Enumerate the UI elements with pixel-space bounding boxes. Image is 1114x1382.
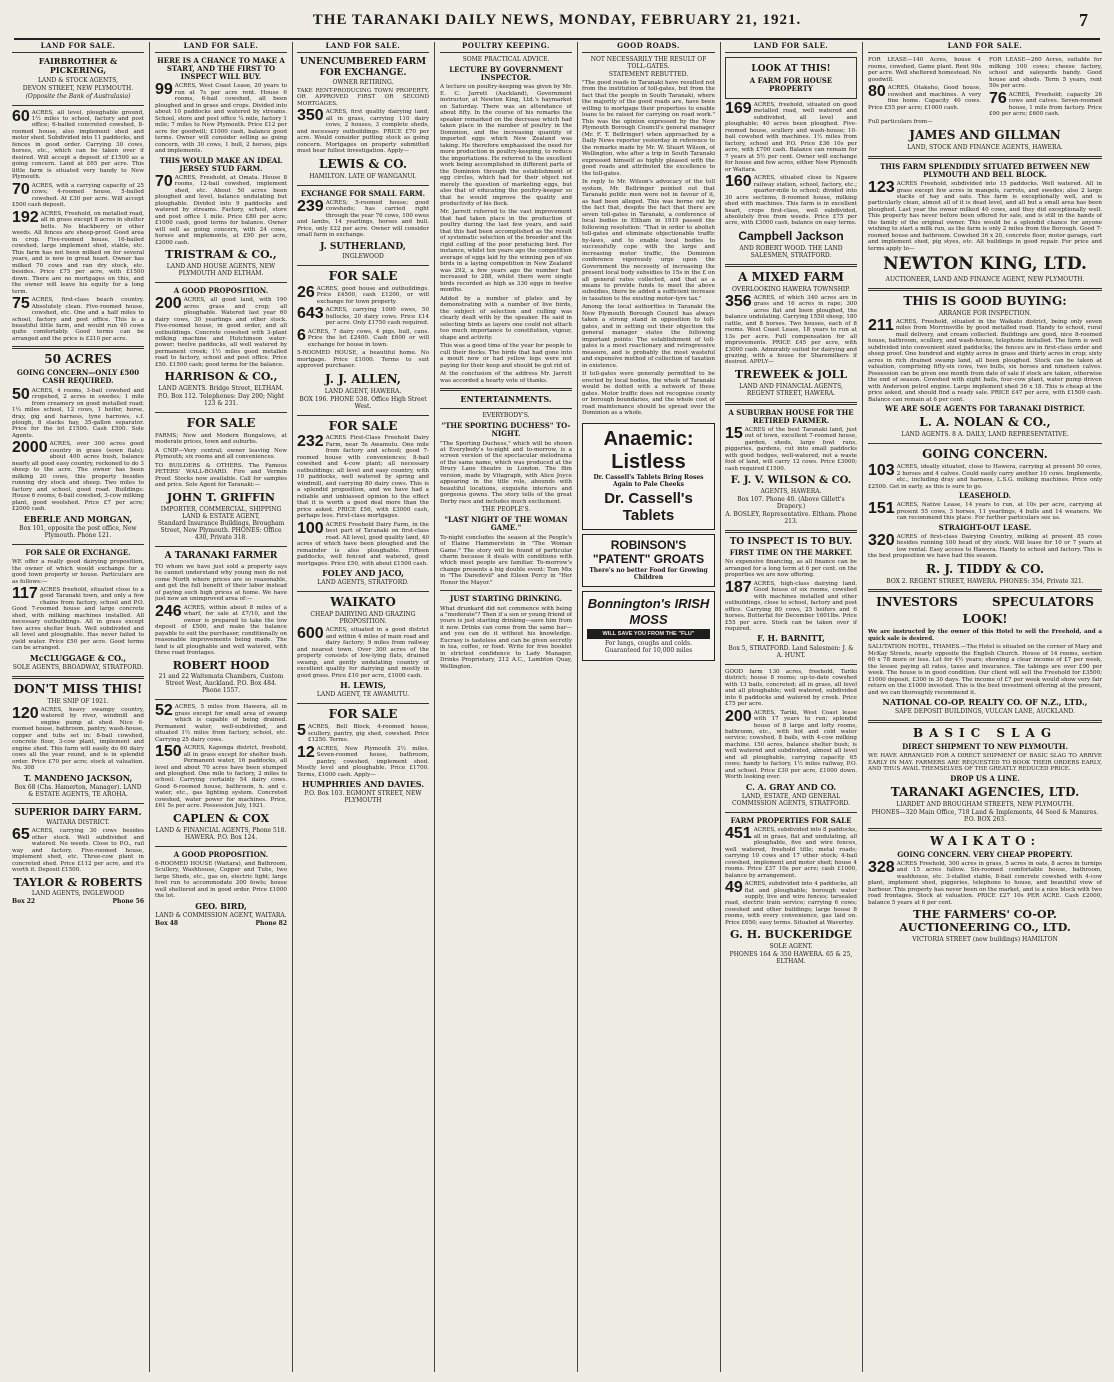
divider (155, 282, 287, 283)
agent-name: NEWTON KING, LTD. (883, 254, 1087, 275)
paragraph: SALUTATION HOTEL, THAMES.—The Hotel is situated on the corner of Mary and McKay Streets, nearly opposite the English Church. House of 14 rooms, section 60 x 78 more or less. Let for 4½ years; showing a clear income of £7 per week, the lessee paying all rates, taxes and insurance. The takings are over £90 per week. The house is in good condition. Our client will sell the Freehold for £3500; £1000 deposit, £300 in 30 days. The income of £7 per week would show very fair return on the £1000 invested. This is the best investment offering at the present, and we can thoroughly recommend it. (868, 644, 1102, 696)
listing: 160 ACRES, situated close to Ngaere railway station, school, factory, etc.; quarter-mile to school; divided into 30 acre sections, 8-roomed house, milking shed with machines. This farm is in excellent heart, crops first-class, well subdivided, absolutely free from weeds. Price £75 per acre, with £3000 cash, balance on easy terms. (725, 173, 857, 227)
subheading: LEASEHOLD. (959, 491, 1011, 500)
agent-name: TAYLOR & ROBERTS (13, 875, 143, 889)
agent-subtitle: LAND AND HOUSE AGENTS, NEW PLYMOUTH AND ELTHAM. (166, 263, 276, 278)
agent-name: TRISTRAM & CO., (165, 248, 277, 262)
column-2 (155, 42, 287, 1372)
agent-name: FAIRBROTHER & PICKERING, (38, 56, 118, 76)
divider (155, 699, 287, 700)
paragraph: 5-ROOMED HOUSE, a beautiful home. No mortgage. Price £1000. Terms to suit approved purchaser. (297, 350, 429, 370)
divider (440, 388, 572, 391)
agent-subtitle: LAND & FINANCIAL AGENTS, Phone 518. HAWERA. P.O. Box 124. (155, 826, 287, 841)
divider (297, 591, 429, 592)
listing: 70 ACRES, with a carrying capacity of 25 cows; 4-roomed house, 5-bailed cowshed. At £30 per acre. Will accept £500 cash deposit. (12, 180, 144, 209)
paragraph: A lecture on poultry-keeping was given by Mr. E. C. Jarrett (Auckland), Government instructor, at Newton King, Ltd.'s haymarket on Saturday. There was an attendance of about fifty. In the course of his remarks the speaker remarked on the decrease which had taken place in the number of poultry in the Dominion, and the increasing quantity of imported eggs which New Zealand was taking. He therefore emphasised the need for more production in poultry-keeping, to reduce the importations. He referred to the excellent work being accomplished in different parts of the Dominion through the establishment of egg circles, which had for their object not merely the question of marketing eggs, but also that of educating the poultry-keeper so that he would improve the quality and productivity of his flock. (440, 84, 572, 207)
subheading: ARRANGE FOR INSPECTION. (938, 309, 1032, 317)
subheading: GOING CONCERN—ONLY £500 CASH REQUIRED. (16, 368, 140, 386)
subheading: CHEAP DAIRYING AND GRAZING PROPOSITION. (310, 611, 416, 626)
agent-subtitle: LAND & COMMISSION AGENT, WAITARA. (155, 911, 287, 919)
agent-subtitle: BOX 2. REGENT STREET, HAWERA. PHONES: 354, Private 321. (886, 577, 1084, 585)
divider (868, 443, 1102, 444)
column-header: LAND FOR SALE. (868, 42, 1102, 53)
listing: 151 ACRES, Native Lease, 14 years to run, at 10s per acre, carrying at present 55 cows, 3 horses, 11 yearlings, 4 bulls and 14 weaners. We can recommend this place. For further particulars see us. (868, 500, 1102, 522)
divider (12, 105, 144, 106)
headline: THIS FARM SPLENDIDLY SITUATED BETWEEN NEW PLYMOUTH AND BELL BLOCK. (880, 161, 1090, 179)
advert-brand: Dr. Cassell's Tablets (604, 489, 693, 525)
column-1 (12, 42, 144, 1372)
listing: 49 ACRES, subdivided into 4 paddocks, all flat and ploughable; borough water supply, live and wire fences; tarsealed road, electric train service; carrying 6 cows; cowshed and other buildings; large house 8 rooms, with every convenience, gas laid on. Price £650; easy terms. Situated at Waverley. (725, 879, 857, 926)
column-divider (292, 42, 293, 1372)
paragraph: TAKE RENT-PRODUCING TOWN PROPERTY, OR APPROVED FIRST OR SECOND MORTGAGES. (297, 87, 429, 107)
listing: 52 ACRES, 5 miles from Hawera, all in grass except for small area of swamp which is capable of being drained. Permanent water, well-subdivided, and situated 1½ miles from factory, school, etc. Carrying 25 dairy cows. (155, 702, 287, 743)
divider (440, 408, 572, 409)
agent-address: DEVON STREET, NEW PLYMOUTH. (22, 84, 134, 92)
agent-subtitle: LAND AGENTS, STRATFORD. (317, 579, 409, 587)
headline: LOOK! (962, 612, 1008, 627)
headline: INVESTORS SPECULATORS (876, 595, 1094, 610)
subheading: THE PEOPLE'S. (481, 506, 531, 514)
divider (12, 544, 144, 545)
agent-name: T. MANDENO JACKSON, (23, 772, 133, 783)
agent-name: EBERLE AND MORGAN, (23, 513, 133, 524)
listing: 192 ACRES, Freehold, on metalled road, all in grass except 8 acres in shelter belts. No blackberry or other weeds. All fences are sheep-proof. Good area in crop. Five-roomed house, 16-bailed cowshed, large implement shed, stable, etc. This farm has not been milked on for several years, and is now in great heart. Owner has milked 70 cows and ran dry stock, etc. besides. Price £75 per acre, with £1500 down. There are no mortgages on this, and the owner will leave his equity for a long term. (12, 208, 144, 295)
headline: A GOOD PROPOSITION. (173, 285, 269, 295)
column-header: POULTRY KEEPING. (440, 42, 572, 53)
column-divider (149, 42, 150, 1372)
headline: FOR SALE (328, 707, 398, 722)
subheading: A FARM FOR HOUSE PROPERTY (749, 75, 833, 93)
headline: WAIKATO: (929, 833, 1041, 848)
listing: 76 ACRES, Freehold; capacity 26 cows and calves. Seven-roomed house, 1 mile from factory. Price £90 per acre; £600 cash. (989, 89, 1102, 117)
masthead-rule (14, 38, 1100, 40)
subheading: WE ARE SOLE AGENTS FOR TARANAKI DISTRICT. (885, 404, 1085, 414)
agent-name: NATIONAL CO-OP. REALTY CO. OF N.Z., LTD., (882, 697, 1088, 708)
column-header: LAND FOR SALE. (297, 42, 429, 53)
paragraph: At the conclusion of the address Mr. Jarrett was accorded a hearty vote of thanks. (440, 371, 572, 384)
listing: 232 ACRES First-Class Freehold Dairy Farm, near Te Awamutu. One mile from factory and school; good 7-roomed house with conveniences; 8-bail cowshed and 4-cow plant; all necessary outbuildings; all level and easy country, with 10 paddocks, well watered by spring and windmill, and carrying 80 dairy cows. This is a splendid proposition, and we have had a reliable and unbiassed opinion to the effect that it is worth a good deal more than the price asked. PRICE £56, with £3000 cash, perhaps less. First-class mortgages. (297, 433, 429, 520)
listing: 600 ACRES, situated in a good district and within 4 miles of main road and dairy factory; 9 miles from railway and nearest town. Over 300 acres of the property consists of low-lying flats, drained swamp, and gently undulating country of excellent quality for dairying and mostly in good grass. Price £10 per acre, £1000 cash. (297, 625, 429, 679)
paragraph: What drunkard did not commence with being a "moderate"? Then if a son or young friend of yours is just starting drinking—save him from it now. Drinks can come from the same bar—and you can do it without his knowledge. Eucrasy is tasteless and can be given secretly in tea, coffee, or food. Write for free booklet in strictest confidence to Lady Manager, Drinks Proprietary, 212 A.C., Lambton Quay, Wellington. (440, 605, 572, 670)
subheading: OWNER RETIRING. (332, 78, 394, 86)
subheading: FIRST TIME ON THE MARKET. (729, 548, 853, 558)
agent-name: J. J. ALLEN, (325, 371, 401, 386)
listing: 200 ACRES, all good land, with 190 acres grass and crop; all ploughable. Watered last year 60 dairy cows, 30 yearlings and other stock. Five-roomed house, in good order, and all outbuildings. Concrete cowshed with 3-plant milking machine and Hutchinson water-power; twelve paddocks, all well watered by permanent creek; 1½ miles good metalled road to factory, school and post office. Price £50. £1500 cash; good terms for the balance. (155, 295, 287, 368)
headline: SUPERIOR DAIRY FARM. (14, 807, 142, 818)
paragraph: Added by a number of plates and by demonstrating with a number of live birds, the subject of selection and culling was clearly dealt with by the speaker. He said in selecting birds as layers one could not attach too much importance to constitution, vigour, shape and activity. (440, 295, 572, 341)
paragraph: We are instructed by the owner of this Hotel to sell the Freehold, and a quick sale is desired. (868, 629, 1102, 642)
paragraph: To-night concludes the season at the People's of Elaine Hammerstein in "The Woman Game." The story will be found of particular charm because it deals with conditions with which most people are familiar. To-morrow's change presents a big double event: Tom Mix in "The Daredevil" and Eileen Percy in "Her Honor the Mayor." (440, 534, 572, 586)
column-divider (434, 42, 435, 1372)
agent-subtitle: LAND AGENT, TE AWAMUTU. (316, 691, 410, 699)
paragraph: WE offer a really good dairying proposition, the owner of which would exchange for a good town property or house. Particulars are as follows:— (12, 559, 144, 585)
column-5 (582, 42, 715, 1372)
listing: 150 ACRES, Kaponga district, freehold, all in grass except for shelter bush. Permanent water, 16 paddocks, all level and about 70 acres have been stumped and ploughed. One mile to factory, 2 miles to school. Carrying certainly 54 dairy cows. Good 6-roomed house, bathroom, h. and c. water, etc., gas lighting system. Concreted cowshed, water power for machines. Price, £61 5s per acre. Possession July, 1921. (155, 743, 287, 810)
listing: 211 ACRES, Freehold, situated in the Waikato district, being only seven miles from Morrinsville by good metalled road. Handy to school, rural mail delivery, and cream collected. Buildings are good, nice 8-roomed house, bathroom, scullery, and wash-house, telephone installed. The farm is well subdivided into convenient sized paddocks; the fences are in first-class order and sheep proof. One hundred and eighty acres in grass and thirty acres in crop; sixty acres in rich drained swamp land, all been ploughed. Stock can be taken at valuation, comprising fifty-six cows, two bulls, six horses and nineteen calves. Possession can be given one month from date of sale if stock are taken, otherwise the end of season. Cowshed with eight bails, four-cow plant, water pump driven with Anderson petrol engine. Large implement shed 36 x 18. This is cheap at the price asked, and should find a ready sale. PRICE £47 per acre, with £1500 cash. Balance can remain at 6 per cent. (868, 316, 1102, 403)
divider (868, 720, 1102, 723)
agent-subtitle: LAND AGENTS. Bridge Street, ELTHAM. (158, 385, 284, 393)
paragraph: A CNIP—Very central; owner leaving New Plymouth; six rooms and all conveniences. (155, 447, 287, 461)
advert-brand: Bonnington's IRISH MOSS (587, 596, 710, 627)
agent-subtitle: LAND AGENT, HAWERA. (324, 387, 402, 395)
subheading: THIS WOULD MAKE AN IDEAL JERSEY STUD FARM. (159, 155, 283, 173)
listing: 187 ACRES, high-class dairying land. Good house of six rooms, cowshed with machines installed and other outbuildings, close to school, factory and post office. Carrying 80 cows, 25 heifers and 6 horses. Butterfat for December 1601lbs. Price £55 per acre. Stock can be taken over if required. (725, 578, 857, 632)
listing: 26 ACRES, good house and outbuildings. Price £4500, cash £1200, or will exchange for town property. (297, 283, 429, 305)
agent-subtitle: SAFE DEPOSIT BUILDINGS, VULCAN LANE, AUCKLAND. (895, 708, 1075, 716)
column-divider (862, 42, 863, 1372)
listing: 350 ACRES, first quality dairying land, all in grass, carrying 110 dairy cows, 2 houses, 3 complete sheds, and necessary outbuildings. PRICE £70 per acre. Would consider putting stock as going concern. Mortgages on property submitted must bear fullest investigation. Apply— (297, 107, 429, 155)
headline: LECTURE BY GOVERNMENT INSPECTOR. (449, 65, 563, 83)
page-number: 7 (1079, 10, 1088, 30)
agent-name: G. H. BUCKERIDGE (730, 928, 852, 942)
divider (155, 412, 287, 413)
agent-name: TARANAKI AGENCIES, LTD. (890, 784, 1080, 799)
agent-subtitle: P.O. Box 103. EGMONT STREET, NEW PLYMOUTH (304, 790, 422, 805)
agent-subtitle: LIARDET AND BROUGHAM STREETS, NEW PLYMOUTH. (896, 800, 1074, 808)
headline: 50 ACRES (44, 352, 112, 367)
paragraph: This was a good time of the year for people to cull their flocks. The birds that had gone into a moult now or had yellow legs were not paying for their keep and should be got rid of. (440, 343, 572, 369)
headline: FOR SALE (328, 418, 398, 433)
agent-contact: PHONES—320 Main Office, 718 Land & Implements, 44 Seed & Manures. P.O. BOX 263. (871, 808, 1099, 823)
subheading: SOME PRACTICAL ADVICE. (462, 56, 550, 64)
divider (12, 676, 144, 679)
agent-name: C. A. GRAY AND CO. (745, 781, 837, 792)
headline: WAIKATO (330, 595, 396, 610)
agent-name: F. J. V. WILSON & CO. (730, 475, 852, 487)
column-header: GOOD ROADS. (582, 42, 715, 53)
agent-name: R. J. TIDDY & CO. (925, 561, 1045, 576)
paragraph: In reply to Mr. Wilson's advocacy of the toll system, Mr. Bellringer pointed out that Taranaki public men were not in favour of it, as had been alleged. This was borne out by the fact that, despite the fact that there are seven toll-gates in Taranaki, a conference of local bodies in Eltham in 1919 passed the following resolution: "That in order to abolish toll-gates and eliminate objectionable traffic by-laws, and to enable local bodies to successfully cope with the large and increasing motor traffic, the Dominion conference vigorously urge upon the Government the necessity of increasing the present local body subsidies to 15s in the £ on all general rates collected, and that as a means to provide funds to meet the above subsidies, there be added a sufficient increase in taxation to the existing motor-tyre tax." (582, 179, 715, 302)
agent-name: CAPLEN & COX (172, 811, 269, 825)
paragraph: "The good roads in Taranaki have resulted not from the institution of toll-gates, but from the fact that the people in South Taranaki, where the majority of the good roads are, have been willing to mortgage their properties to enable loans to be raised for carrying on road work." This was the opinion expressed by the New Plymouth Borough Council's general manager (Mr. F. T. Bellringer) when approached by a Daily News reporter yesterday in reference to the remarks made by Mr. W. Stuart Wilson, of Wellington, who after a trip in South Taranaki expressed himself as highly pleased with the good roads and attributed the excellence to the toll-gates. (582, 79, 715, 177)
headline: JUST STARTING DRINKING. (450, 594, 562, 604)
agent-contact: Box 107. Phone 40. (Above Gillett's Drapery.) (737, 495, 845, 510)
divider (868, 589, 1102, 592)
paragraph: No expensive financing, as all finance can be arranged for a long term at 6 per cent. on the properties we are now offering. (725, 559, 857, 579)
agent-name: GEO. BIRD, (195, 900, 247, 911)
advert-headline: Anaemic: (603, 427, 694, 450)
divider (297, 703, 429, 704)
column-divider (577, 42, 578, 1372)
listing: 12 ACRES, New Plymouth 2½ miles. Seven-roomed house, bathroom, pantry, cowshed, implement shed. Mostly level and ploughable. Price £1700. Terms, £1000 cash. Apply— (297, 743, 429, 778)
agent-subtitle: HAMILTON. LATE OF WANGANUI. (309, 172, 417, 180)
agent-name: H. LEWIS, (340, 680, 386, 691)
headline: TO INSPECT IS TO BUY. (729, 536, 853, 547)
paragraph: TO whom we have just sold a property says he cannot understand why young men do not come North where prices are so reasonable, and get the full benefit of their labor instead of paying such high prices at home. We have just now an unimproved area of:— (155, 563, 287, 603)
divider (868, 288, 1102, 291)
listing: 120 ACRES, heavy swampy country, watered by river, windmill and engine pump at shed. Nice 6-roomed house, bathroom, pantry, wash-house, copper and tubs set in; 8-bail cowshed, concrete floor, 3-cow plant, implement and engine shed. This farm will easily do 60 dairy cows all the year round, and is in splendid order. Price £70 per acre; stock at valuation. No. 308 (12, 704, 144, 772)
subheading: OVERLOOKING HAWERA TOWNSHIP. (731, 285, 851, 293)
divider (297, 415, 429, 416)
agent-subtitle: SOLE AGENT. (769, 943, 813, 951)
divider (868, 828, 1102, 831)
agent-subtitle: INGLEWOOD (342, 253, 384, 261)
advert-note: For lungs, coughs and colds. Guaranteed for 10,000 miles (604, 640, 693, 655)
advert-tagline: There's no better Food for Growing Children (589, 566, 708, 581)
agent-name: TREWEEK & JOLL (734, 367, 848, 381)
listing: 356 ACRES, of which 340 acres are in grass and 16 acres in rape; 300 acres flat and been ploughed, the balance undulating. Carrying 1550 sheep, 180 cattle, and 8 horses. Two houses, each of 8 rooms. West Coast Lease, 18 years to run at 13s per acre. Full compensation for all improvements. PRICE £45 per acre, with £3000 cash. Admirably suited for dairying and grazing, with a house for Sharemilkers if desired. APPLY— (725, 292, 857, 366)
listing: 239 ACRES; 5-roomed house; good cowsheds; has carried right through the year 76 cows, 100 ewes and lambs, 14 yearlings, horses and bull. Price, only £22 per acre. Owner will consider small farm in exchange. (297, 197, 429, 239)
listing: 451 ACRES, subdivided into 8 paddocks, all in grass, flat and undulating, all ploughable, five and wire fences, well watered, freehold title; metal roads; carrying 10 cows and 17 other stock; 4-bail cowshed, implement and motor shed; house 4 rooms. Price £37 10s per acre; cash £1000, balance by arrangement. (725, 825, 857, 879)
headline: A GOOD PROPOSITION. (173, 849, 269, 859)
headline: A SUBURBAN HOUSE FOR THE RETIRED FARMER. (728, 407, 854, 425)
subheading: EVERYBODY'S. (482, 412, 530, 420)
advert-bonningtons (582, 591, 715, 661)
agent-subtitle: IMPORTER, COMMERCIAL, SHIPPING LAND & ESTATE AGENT, (160, 505, 282, 520)
divider (725, 664, 857, 665)
divider (725, 264, 857, 267)
agent-contact: P.O. Box 112. Telephones: Day 200; Night 123 & 231. (157, 393, 285, 408)
headline: A TARANAKI FARMER (164, 551, 278, 562)
headline: EXCHANGE FOR SMALL FARM. (300, 188, 426, 198)
agent-contact: Box 48 Phone 82 (155, 919, 287, 927)
agent-name: ROBERT HOOD (172, 658, 270, 672)
listing: 200 ACRES, Tariki, West Coast lease with 17 years to run; splendid house of 8 large and lofty rooms, bathroom, etc., with hot and cold water service; cowshed, 8 bails, with 4-cow milking machine. 150 acres, balance shelter bush; is well watered and subdivided, almost all level and all ploughable, carrying capacity 65 cows; handy to factory, 1½ miles railway, P.O. and school. Price £30 per acre, £1000 down. Worth looking over. (725, 707, 857, 781)
column-4 (440, 42, 572, 1372)
advert-headline: Listless (611, 450, 686, 473)
listing: 80 ACRES, Otakeho, Good house, cowshed and machines. A very fine home. Capacity 40 cows. Price £55 per acre; £1000 cash. (868, 83, 981, 111)
agent-subtitle: SOLE AGENTS, BROADWAY, STRATFORD. (12, 664, 144, 672)
divider (155, 546, 287, 547)
agent-address: Box 68 (Chs. Hamerton, Manager). LAND & ESTATE AGENTS, TE AROHA. (14, 784, 142, 798)
headline: LOOK AT THIS! (751, 64, 831, 75)
agent-name: JOHN T. GRIFFIN (167, 490, 275, 504)
agent-subtitle: Box 5, STRATFORD. Land Salesmen: J. & A. HUNT. (728, 644, 854, 659)
listing: 65 ACRES, carrying 30 cows besides other stock. Well subdivided and watered. No weeds. Close to P.O., rail way and factory. Five-roomed house, implement shed, etc. Three-cow plant in concreted shed. Price £112 per acre, and it's worth it. Deposit £1500. (12, 826, 144, 874)
listing: 103 ACRES, ideally situated, close to Hawera, carrying at present 50 cows, 2 horses and 4 calves. Could easily carry another 10 cows. Implements, etc., including dray and harness, L.S.G. milking machines. Price only £2500. Get in early, as this is sure to go. (868, 462, 1102, 490)
paragraph: 6-ROOMED HOUSE (Waitara), and Bathroom, Scullery, Washhouse, Copper and Tubs, two large Sheds, etc., gas on, electric light; large fowl run to accommodate 200 fowls; house well sheltered and in good order. Price £1000 the lot. (155, 860, 287, 900)
advert-cassells (582, 423, 715, 530)
headline: FOR SALE (186, 416, 256, 431)
column-header: LAND FOR SALE. (725, 42, 857, 53)
agent-contact: PHONES 164 & 350 HAWERA. 65 & 25, ELTHAM. (729, 951, 853, 966)
agent-subtitle: LAND & STOCK AGENTS, (37, 76, 119, 84)
listing: 2000 ACRES, over 300 acres good country in grass (sown flats); about 400 acres bush, balance nearly all good easy country, reckoned to do 3 sheep to the acre. The owner has been milking 20 cows, this property besides running dry stock and sheep. Two miles to factory and school, good road. Buildings: House 6 rooms, 6-bail cowshed, 3-cow milking plant, good woolshed. Price £7 per acre; £2000 cash. (12, 439, 144, 513)
advert-tagline: WILL SAVE YOU FROM THE "FLU" (587, 629, 710, 639)
agent-note: (Opposite the Bank of Australasia) (25, 92, 131, 100)
agent-name: HARRISON & CO., (164, 370, 278, 384)
agent-name: LEWIS & CO. (318, 156, 407, 171)
agent-name: Campbell Jackson (738, 228, 844, 243)
listing: 117 ACRES freehold, situated close to a good Taranaki town, and only a few chains from factory, school and P.O. Good 7-roomed house and large concrete shed, with milking machines installed. All necessary outbuildings. All in grass except two acres shelter bush. Well subdivided and all level and ploughable. Has never failed to yield water. Price £50 per acre. Good terms can be arranged. (12, 585, 144, 652)
agent-address: 21 and 22 Waitemata Chambers, Custom Street West, Auckland. P.O. Box 484. Phone 1557. (158, 673, 284, 695)
subheading: THE SNIP OF 1921. (47, 697, 109, 705)
headline: GOING CONCERN. (922, 447, 1048, 462)
advert-robinsons (582, 534, 715, 588)
subheading: STATEMENT REBUTTED. (608, 71, 689, 79)
agent-subtitle: AUCTIONEER, LAND AND FINANCE AGENT, NEW PLYMOUTH. (885, 276, 1085, 284)
subheading: GOING CONCERN. VERY CHEAP PROPERTY. (897, 849, 1073, 859)
listing: 320 ACRES of first-class Dairying Country, milking at present 85 cows besides running 100 head of dry stock. Will lease for 10 or 7 years at low rental. Easy access to Hawera. Handy to school and factory. This is the best proposition we have had this season. (868, 531, 1102, 560)
paragraph: Full particulars from— (868, 119, 933, 126)
agent-subtitle: LAND AND FINANCIAL AGENTS, REGENT STREET, HAWERA. (739, 382, 843, 397)
advert-box (725, 57, 857, 99)
agent-name: F. H. BARNITT, (757, 633, 825, 644)
headline: ENTERTAINMENTS. (460, 394, 552, 405)
masthead (0, 0, 1114, 40)
listing: 123 ACRES Freehold, subdivided into 15 paddocks. Well watered. All in grass except few acres in mangels, carrots, and swedes; also 2 large stacks of hay and oats. This farm is exceptionally well, and is particularly clean, almost all of it is dead level, and all but a small area has been ploughed. Last year the owner milked 40 cows, and they did exceptionally well. This property has never before been offered for sale, and is still in the hands of the family of the original owner. This would be a splendid chance for anyone wishing to start a milk run, as the farm is only 2 miles from the Borough. Good 7-roomed house and bathroom. Cowshed 36 x 20, concrete floor, motor garage, cart and implement shed, pig styes, etc. All buildings in good repair. For price and terms apply to— (868, 179, 1102, 252)
agent-name: HUMPHRIES AND DAVIES. (301, 779, 425, 790)
divider (155, 846, 287, 847)
column-6 (725, 42, 857, 1372)
listing: 6 ACRES, 7 dairy cows, 4 pigs, bull, cans. Price the lot £2400. Cash £600 or will exchange for house in town. (297, 326, 429, 348)
paragraph: WE HAVE ARRANGED FOR A DIRECT SHIPMENT OF BASIC SLAG TO ARRIVE EARLY IN MAY. FARMERS ARE REQUESTED TO BOOK THEIR ORDERS EARLY, AND THUS AVAIL THEMSELVES OF THE GREATLY REDUCED PRICE. (868, 753, 1102, 773)
divider (868, 156, 1102, 159)
agent-subtitle: AGENTS, HAWERA. (760, 487, 822, 495)
agent-subtitle: LAND, STOCK AND FINANCE AGENTS, HAWERA. (907, 143, 1063, 151)
listing: 5 ACRES, Bell Block, 4-roomed house, scullery, pantry, gig shed, cowshed. Price £1250. Terms. (297, 722, 429, 744)
listing: 15 ACRES of the best Taranaki land, just out of town, excellent 7-roomed house, garden, sheds, large fowl runs, piggeries, gardens, cut into small paddocks with good hedges, well-watered, not a waste foot of land, will carry 12 cows. Price £3000; cash required £1500. (725, 424, 857, 472)
listing: 70 ACRES, Freehold, at Omata. House 8 rooms, 12-bail cowshed, implement shed, etc. About 50 acres been ploughed and level, balance undulating but ploughable. Divided into 9 paddocks and watered by streams. Factory, school, store and post office 1 mile. Price £80 per acre; £1000 cash, good terms for balance. Owner will sell as going concern, with 24 cows, horses and implements, at £90 per acre, £2000 cash. (155, 172, 287, 246)
listing: FOR LEASE—260 Acres, suitable for milking 100 cows; cheese factory, school and saleyards handy. Good house and sheds. Term 5 years, rent 50s per acre. (989, 57, 1102, 90)
subheading: NOT NECESSARILY THE RESULT OF TOLL-GATES. (590, 56, 707, 71)
divider (725, 530, 857, 533)
paragraph: FARMS; New and Modern Bungalows, at moderate prices, town and suburbs. (155, 432, 287, 446)
subheading: WAITARA DISTRICT. (46, 819, 110, 827)
agent-representative: A. BOSLEY, Representative. Eltham. Phone 213. (725, 510, 857, 525)
column-header: LAND FOR SALE. (12, 42, 144, 53)
divider (725, 402, 857, 405)
lease-listings (868, 57, 1102, 119)
agent-name: JAMES AND GILLMAN (909, 127, 1061, 142)
paragraph: If toll-gates were generally permitted to be erected by local bodies, the whole of Taranaki would be dotted with a network of these gates. Motor traffic does not recognise county or borough boundaries, and the whole cost of road maintenance should be spread over the Dominion as a whole. (582, 371, 715, 417)
divider (297, 265, 429, 266)
headline: FARM PROPERTIES FOR SALE (730, 816, 852, 826)
subheading: STRAIGHT-OUT LEASE. (938, 522, 1032, 532)
column-divider (720, 42, 721, 1372)
agent-subtitle: LAND AGENTS. 8 A. DAILY, LAND REPRESENTATIVE. (901, 431, 1069, 439)
headline: FOR SALE (328, 269, 398, 284)
agent-name: McCLUGGAGE & CO., (29, 652, 127, 663)
agent-contact: Box 22 Phone 56 (12, 898, 144, 906)
listing: 99 ACRES, West Coast Lease, 20 years to run at 7s per acre rent. House 6 rooms, 6-bail cowshed, all been ploughed and in grass and crops. Divided into about 10 paddocks and watered by streams. School, store and post office ¼ mile, factory 1 mile; 7 miles to New Plymouth. Price £12 per acre for goodwill; £1000 cash, balance good terms. Owner will consider selling as going concern, with 30 cows, 1 bull, 2 horses, pigs and implements. (155, 81, 287, 155)
headline: HERE IS A CHANCE TO MAKE A START, AND THE FIRST TO INSPECT WILL BUY. (157, 56, 285, 82)
agent-name: J. SUTHERLAND, (320, 241, 406, 252)
subheading: DROP US A LINE. (950, 773, 1020, 783)
masthead-title: THE TARANAKI DAILY NEWS, MONDAY, FEBRUARY 21, 1921. (312, 12, 802, 28)
divider (297, 185, 429, 186)
divider (12, 803, 144, 804)
paragraph: GOOD farm 130 acres, freehold, Tariki district; house 8 rooms; up-to-date cowshed with 13 bails, concreted; all in grass, all level and all ploughable; well watered, subdivided into 6 paddocks and watered by creek. Price £75 per acre. (725, 668, 857, 708)
column-3 (297, 42, 429, 1372)
listing: 75 ACRES, first-class beach country. Absolutely clean. Five-roomed house, cowshed, etc. One and a half miles to school, factory and post office. This is a beautiful little farm, and would run 40 cows quite comfortably. Good terms can be arranged and the price is £210 per acre. (12, 295, 144, 342)
listing: 50 ACRES, 4 rooms, 3-bail cowshed and cropshed, 2 acres in swedes; 1 mile from creamery on good metalled road; 1¼ miles school, 12 cows, 1 heifer, horse, dray, gig and harness, tyne harrows, s.f. plough, 8 stacks hay, 35-gallon separator. Price for the lot £1500. Cash £500. Sole Agents. (12, 385, 144, 439)
agent-address: Box 101, opposite the post office, New Plymouth. Phone 121. (19, 525, 137, 539)
agent-contact: BOX 196. PHONE 538. Office High Street West. (299, 395, 427, 410)
divider (440, 590, 572, 591)
subheading: DIRECT SHIPMENT TO NEW PLYMOUTH. (902, 742, 1068, 752)
listing: 60 ACRES, all level, ploughable ground, 1½ miles to school, factory and post office; 6-bailed concreted cowshed, 8-roomed house, also implement shed and motor shed. Subdivided into 11 paddocks, and fences in good order. Carrying 30 cows, horses, etc., which can be taken over if desired. Will accept a deposit of £1500 as a going concern. Land at £65 per acre. This little farm is situated very handy to New Plymouth. (12, 107, 144, 181)
listing: FOR LEASE—140 Acres, house 4 rooms, cowshed, Game plant. Rent 90s per acre. Well sheltered homestead. No goodwill. (868, 57, 981, 83)
listing: 100 ACRES Freehold Dairy Farm, in the best part of Taranaki on first-class road. All level, good quality land, 40 acres of which have been ploughed and the remainder is also ploughable. Fifteen paddocks, well fenced and watered, good mortgages. Price £50, with about £1500 cash. (297, 519, 429, 567)
headline: THIS IS GOOD BUYING: (903, 294, 1067, 309)
advert-brand: ROBINSON'S "PATENT" GROATS (592, 537, 705, 566)
headline: "LAST NIGHT OF THE WOMAN GAME." (444, 515, 568, 533)
headline: DON'T MISS THIS! (13, 682, 143, 697)
paragraph: Among the local authorities in Taranaki the New Plymouth Borough Council has always taken a strong stand in opposition to toll-gates, and in setting out their objection the general manager states the following important points: The establishment of toll-gates is a most reactionary and retrogressive measure, and is probably the most wasteful and expensive method of collection of taxation in existence. (582, 304, 715, 369)
paragraph: "The Sporting Duchess," which will be shown at Everybody's to-night and to-morrow, is a screen version of the spectacular melodrama of the same name, which was produced at the Drury Lane theatre in London. The film version, made by Vitagraph, with Alice Joyce appearing in the title role, abounds with beautiful locations, exquisite interiors and gorgeous gowns. The story tells of the great Derby race and includes much excitement. (440, 440, 572, 505)
headline: BASIC SLAG (912, 726, 1058, 741)
agent-subtitle: LAND, ESTATE, AND GENERAL COMMISSION AGENTS, STRATFORD. (732, 793, 850, 808)
listing: 246 ACRES, within about 8 miles of a wharf, for sale at £7/10, and the owner is prepared to take the low deposit of £500, and make the balance payable to suit the purchaser, conditionally on reasonable improvements being made. The land is all ploughable and well watered, with three road frontages. (155, 602, 287, 657)
column-header: LAND FOR SALE. (155, 42, 287, 53)
listing: 169 ACRES, freehold, situated on good metalled road, well watered and subdivided, all level and ploughable; 40 acres been ploughed. Five-roomed house, scullery and wash-house; 10-bail cowshed with machines. 1½ miles from factory, school and P.O. Price £36 10s per acre, with £700 cash. Balance can remain for 7 years at 5½ per cent. Owner will exchange for house and few acres, either New Plymouth or Waitara. (725, 99, 857, 173)
divider (12, 346, 144, 349)
listing: 328 ACRES Freehold, 300 acres in grass, 5 acres in oats, 8 acres in turnips and 15 acres fallow. Six-roomed comfortable house, bathroom, washhouse, etc. 3-stalled stable, 8-bail concrete cowshed with 4-cow plant, implement shed, piggeries, telephone to house, and beautiful view of harbour. This property has never been on the market, and is a nice block with two road frontages. Stock at valuation. PRICE £27 10s PER ACRE. Cash £2000, balance 5 years at 6 per cent. (868, 858, 1102, 906)
advert-tagline: Dr. Cassell's Tablets Bring Roses Again to Pale Cheeks (593, 474, 704, 488)
headline: "THE SPORTING DUCHESS" TO-NIGHT. (441, 421, 571, 439)
divider (725, 812, 857, 813)
paragraph: Mr. Jarrett referred to the vast improvement that had taken place in the production of poultry during the last few years, and said that this had been accomplished as the result of systematic selection of the breeder and the rigid culling of the poor producing bird. For instance, whilst ten years ago the competition average of eggs laid by the winning pen of six birds in a laying competition in New Zealand was 292, a few years ago the number had increased to 288, whilst there were single birds recorded as high as 330 eggs in twelve months. (440, 209, 572, 294)
agent-name: L. A. NOLAN & CO., (919, 415, 1051, 430)
agent-subtitle: LAND AGENTS, INGLEWOOD (31, 890, 125, 898)
headline: UNENCUMBERED FARM FOR EXCHANGE. (299, 57, 427, 78)
agent-subtitle: AND ROBERT WOOD. THE LAND SALESMEN, STRATFORD. (739, 244, 843, 259)
agent-name: THE FARMERS' CO-OP. AUCTIONEERING CO., LTD. (899, 908, 1071, 934)
agent-name: FOLEY AND JACO, (322, 568, 404, 579)
paragraph: TO BUILDERS & OTHERS. The Famous PETERS' WALL-BOARD. Fire and Vermin Proof. Stocks now available. Call for samples and price. Sole Agent for Taranaki:— (155, 462, 287, 489)
agent-subtitle: VICTORIA STREET (new buildings) HAMILTON (912, 935, 1058, 943)
agent-address: Standard Insurance Buildings, Brougham Street, New Plymouth. PHONES: Office 430, Private 318. (157, 520, 285, 542)
listing: 643 ACRES, carrying 1000 ewes, 50 bullocks, 20 dairy cows. Price £14 per acre. Only £1750 cash required. (297, 305, 429, 327)
column-7 (868, 42, 1102, 1372)
headline: A MIXED FARM (738, 269, 844, 284)
headline: FOR SALE OR EXCHANGE. (25, 547, 131, 557)
